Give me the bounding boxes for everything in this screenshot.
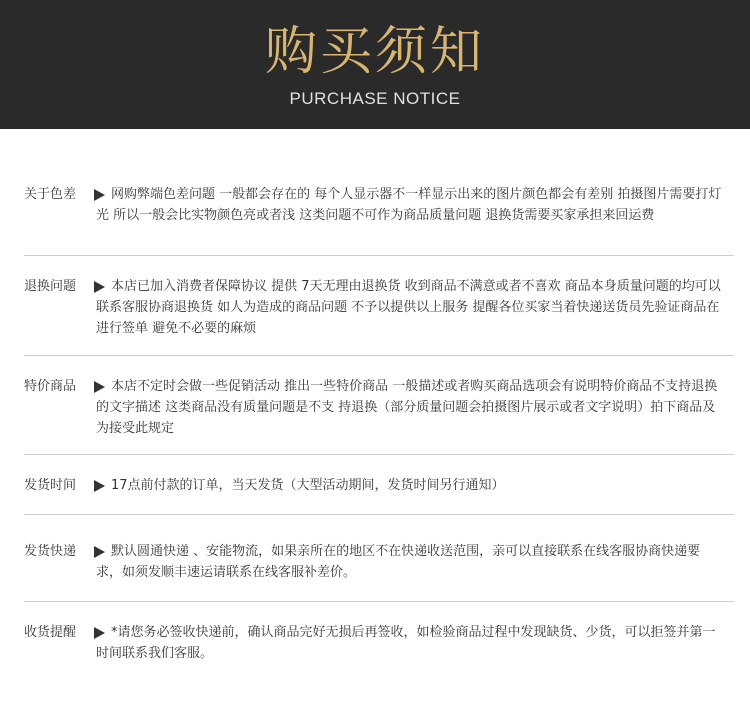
divider: [24, 355, 734, 356]
notice-label: 特价商品: [24, 379, 77, 394]
header-title: 购买须知: [264, 22, 485, 82]
header-subtitle: PURCHASE NOTICE: [289, 89, 461, 108]
divider: [24, 255, 734, 256]
divider: [24, 601, 734, 602]
notice-label: 收货提醒: [24, 625, 77, 640]
notice-label: 关于色差: [24, 187, 77, 202]
notice-label: 发货时间: [24, 478, 77, 493]
divider: [24, 514, 734, 515]
notice-text: *请您务必签收快递前，确认商品完好无损后再签收，如检验商品过程中发现缺货、少货，可以拒签并第一时间联系我们客服。: [96, 625, 716, 661]
divider: [24, 454, 734, 455]
notice-text: 本店已加入消费者保障协议 提供 7天无理由退换货 收到商品不满意或者不喜欢 商品本身质量问题的均可以联系客服协商退换货 如人为造成的商品问题 不予以提供以上服务 提醒各位买家当着快递送货员先验证商品在进行签单 避免不必要的麻烦: [96, 279, 721, 336]
notice-text: 默认圆通快递 、安能物流，如果亲所在的地区不在快递收送范围，亲可以直接联系在线客服协商快递要求，如须发顺丰速运请联系在线客服补差价。: [96, 544, 701, 580]
notice-label: 发货快递: [24, 544, 77, 559]
notice-text: 本店不定时会做一些促销活动 推出一些特价商品 一般描述或者购买商品选项会有说明特价商品不支持退换的文字描述 这类商品没有质量问题是不支 持退换（部分质量问题会拍摄图片展示或者文字说明）拍下商品及为接受此规定: [96, 379, 718, 436]
notice-label: 退换问题: [24, 279, 77, 294]
notice-text: 17点前付款的订单，当天发货（大型活动期间，发货时间另行通知）: [111, 478, 505, 493]
purchase-notice-header: [0, 0, 750, 129]
notice-text: 网购弊端色差问题 一般都会存在的 每个人显示器不一样显示出来的图片颜色都会有差别 拍摄图片需要打灯光 所以一般会比实物颜色亮或者浅 这类问题不可作为商品质量问题 退换货需要买家承担来回运费: [96, 187, 722, 223]
